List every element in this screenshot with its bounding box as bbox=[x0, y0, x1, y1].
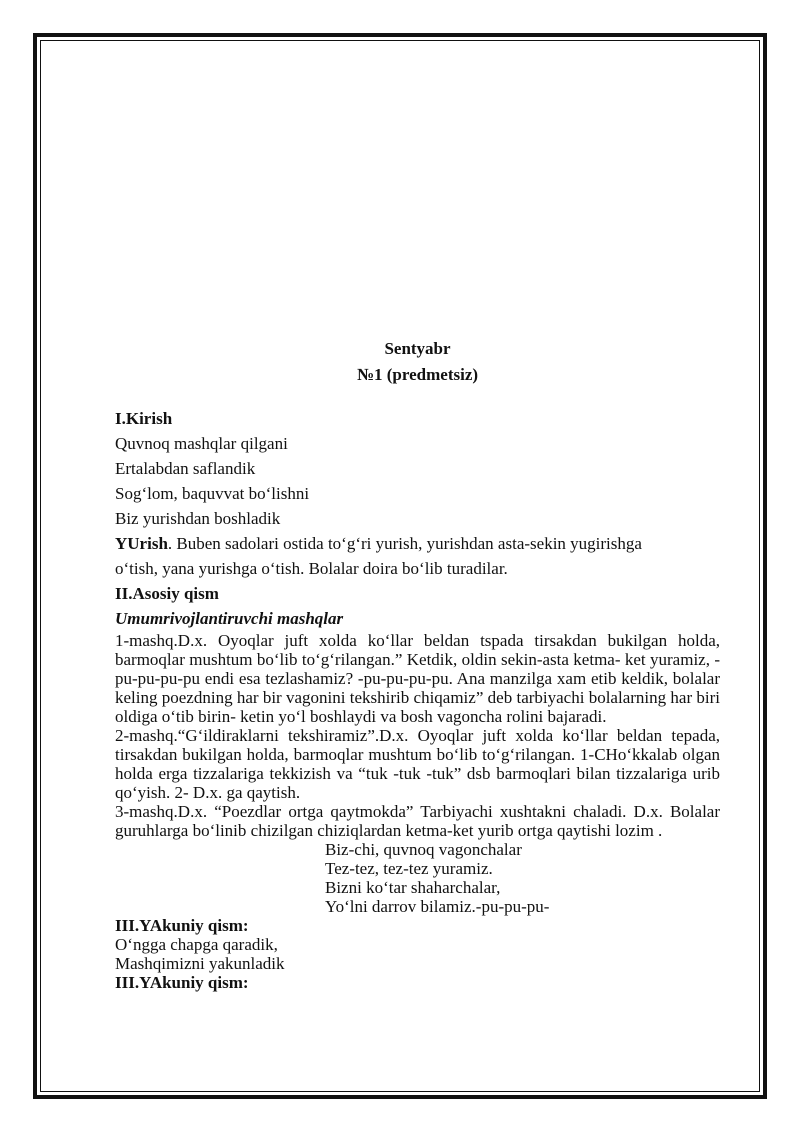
walk-line-1: . Buben sadolari ostida to‘g‘ri yurish, yurishdan asta-sekin yugirishga bbox=[167, 534, 642, 553]
intro-verse: Biz yurishdan boshladik bbox=[115, 509, 281, 528]
document-body bbox=[115, 336, 720, 992]
exercise-1: 1-mashq.D.x. Oyoqlar juft xolda ko‘llar beldan tspada tirsakdan bukilgan holda, barmoqlar mushtum bo‘lib to‘g‘rilangan.” Ketdik, oldin sekin-asta ketma- ket yuramiz, -pu-pu-pu-pu endi esa tezlashamiz? -pu-pu-pu-pu. Ana manzilga xam etib keldik, bolalar keling poezdning har bir vagonini tekshirib chiqamiz” deb tarbiyachi bolalarning har biri oldiga o‘tib birin- ketin yo‘l boshlaydi va bosh vagoncha rolini bajaradi. bbox=[115, 631, 720, 726]
exercises-heading: Umumrivojlantiruvchi mashqlar bbox=[115, 609, 344, 628]
page-subtitle: №1 (predmetsiz) bbox=[356, 365, 479, 384]
poem-line: Biz-chi, quvnoq vagonchalar bbox=[325, 840, 522, 859]
exercise-2: 2-mashq.“G‘ildiraklarni tekshiramiz”.D.x. Oyoqlar juft xolda ko‘llar beldan tepada, tirsakdan bukilgan holda, barmoqlar mushtum bo‘lib to‘g‘rilangan. 1-CHo‘kkalab olgan holda erga tizzalariga tekkizish va “tuk -tuk -tuk” dsb barmoqlari bilan tizzalariga urib qo‘yish. 2- D.x. ga qaytish. bbox=[115, 726, 720, 802]
walk-line-2: o‘tish, yana yurishga o‘tish. Bolalar doira bo‘lib turadilar. bbox=[115, 559, 508, 578]
intro-verse: Sog‘lom, baquvvat bo‘lishni bbox=[115, 484, 310, 503]
intro-verse: Ertalabdan saflandik bbox=[115, 459, 256, 478]
page-title: Sentyabr bbox=[384, 339, 451, 358]
final-verse: Mashqimizni yakunladik bbox=[115, 954, 285, 973]
poem-line: Bizni ko‘tar shaharchalar, bbox=[325, 878, 501, 897]
final-heading: III.YAkuniy qism: bbox=[115, 916, 249, 935]
walk-label: YUrish bbox=[115, 534, 168, 553]
final-heading-repeat: III.YAkuniy qism: bbox=[115, 973, 249, 992]
poem-line: Yo‘lni darrov bilamiz.-pu-pu-pu- bbox=[325, 897, 550, 916]
intro-heading: I.Kirish bbox=[115, 409, 173, 428]
intro-verse: Quvnoq mashqlar qilgani bbox=[115, 434, 288, 453]
poem-line: Tez-tez, tez-tez yuramiz. bbox=[325, 859, 493, 878]
final-verse: O‘ngga chapga qaradik, bbox=[115, 935, 278, 954]
exercise-3: 3-mashq.D.x. “Poezdlar ortga qaytmokda” Tarbiyachi xushtakni chaladi. D.x. Bolalar guruhlarga bo‘linib chizilgan chiziqlardan ketma-ket yurib ortga qaytishi lozim . bbox=[115, 802, 720, 840]
walk-paragraph bbox=[115, 531, 720, 556]
main-heading: II.Asosiy qism bbox=[115, 584, 219, 603]
